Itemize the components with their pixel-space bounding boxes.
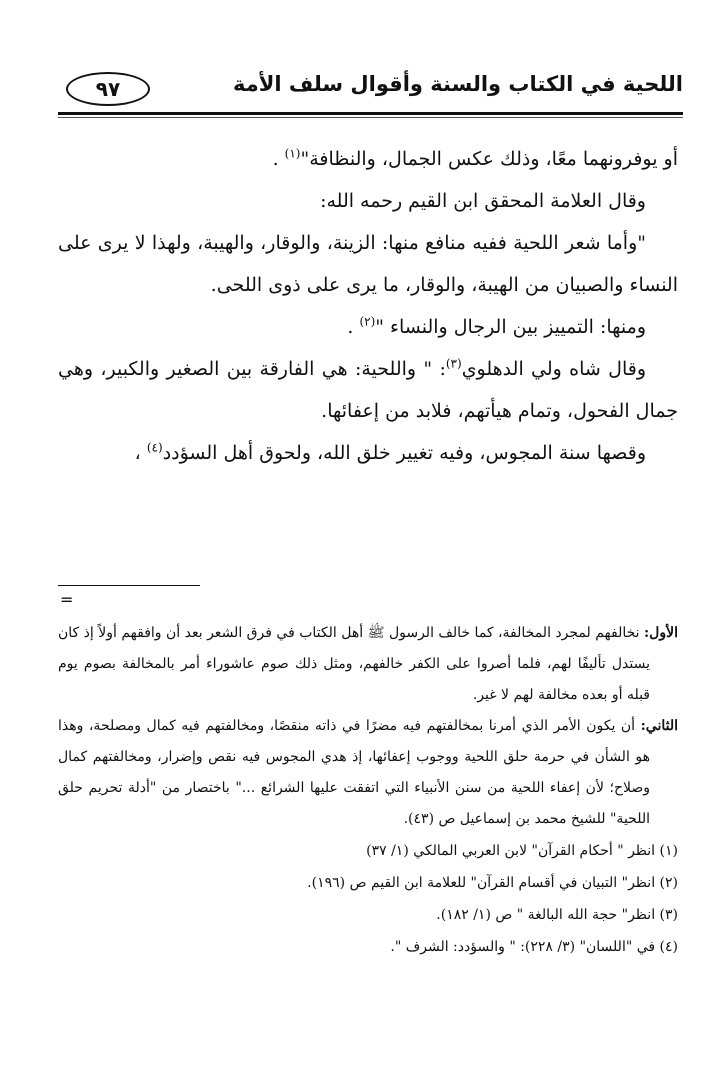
main-text bbox=[58, 138, 678, 474]
footnote-ref-1: (١) bbox=[284, 146, 301, 161]
footnote-1: (١) انظر " أحكام القرآن" لابن العربي المالكي (١/ ٣٧) bbox=[366, 843, 678, 859]
footnote-ref-4: (٤) bbox=[146, 440, 163, 455]
paragraph-6: وقصها سنة المجوس، وفيه تغيير خلق الله، ولحوق أهل السؤدد$^{(٤)}$ ، bbox=[134, 440, 646, 464]
paragraph-3-quote: "وأما شعر اللحية ففيه منافع منها: الزينة، والوقار، والهيبة، ولهذا لا يرى على النساء والصبيان من الهيبة، والوقار، ما يرى على ذوى اللحى. bbox=[58, 232, 678, 296]
paragraph-5: وقال شاه ولي الدهلوي$^{(٣)}$: " واللحية: هي الفارقة بين الصغير والكبير، وهي جمال الفحول، وتمام هيأتهم، فلابد من إعفائها. bbox=[58, 356, 678, 422]
footnote-continuation-awwal: الأول: نخالفهم لمجرد المخالفة، كما خالف الرسول ﷺ أهل الكتاب في فرق الشعر بعد أن وافقهم أولاً إذ كان يستدل تأليفًا لهم، فلما أصروا على الكفر خالفهم، ومثل ذلك صوم عاشوراء أمر بالمخالفة بصوم يوم قبله أو بعده مخالفة لهم لا غير. bbox=[58, 625, 678, 703]
footnote-ref-2: (٢) bbox=[359, 314, 376, 329]
footnote-separator bbox=[58, 585, 200, 586]
page-number: ٩٧ bbox=[66, 72, 150, 106]
footnote-3: (٣) انظر" حجة الله البالغة " ص (١/ ١٨٢). bbox=[436, 907, 678, 923]
header-rule-thin bbox=[58, 117, 683, 118]
footnote-2: (٢) انظر" التبيان في أقسام القرآن" للعلامة ابن القيم ص (١٩٦). bbox=[307, 875, 678, 891]
paragraph-4: ومنها: التمييز بين الرجال والنساء "$^{(٢)}$ . bbox=[347, 314, 646, 338]
footnote-ref-3: (٣) bbox=[445, 356, 462, 371]
footnote-references bbox=[58, 835, 678, 963]
paragraph-2: وقال العلامة المحقق ابن القيم رحمه الله: bbox=[320, 190, 646, 212]
running-title: اللحية في الكتاب والسنة وأقوال سلف الأمة bbox=[232, 72, 683, 96]
footnote-continuation-thani: الثاني: أن يكون الأمر الذي أمرنا بمخالفتهم فيه مضرًا في ذاته منقصًا، ومخالفتهم فيه كمال ومصلحة، وهذا هو الشأن في حرمة حلق اللحية ووجوب إعفائها، إذ هدي المجوس فيه نقص وإضرار، ومخالفتهم كمال وصلاح؛ لأن إعفاء اللحية من سنن الأنبياء التي اتفقت عليها الشرائع ..." باختصار من "أدلة تحريم حلق اللحية" للشيخ محمد بن إسماعيل ص (٤٣). bbox=[58, 718, 678, 827]
page-header bbox=[58, 66, 683, 118]
footnotes bbox=[58, 618, 678, 963]
paragraph-1: أو يوفرونهما معًا، وذلك عكس الجمال، والنظافة"$^{(١)}$ . bbox=[272, 146, 678, 170]
header-rule-thick bbox=[58, 112, 683, 115]
footnote-4: (٤) في "اللسان" (٣/ ٢٢٨): " والسؤدد: الشرف ". bbox=[390, 939, 678, 955]
continuation-mark: = bbox=[60, 590, 74, 609]
